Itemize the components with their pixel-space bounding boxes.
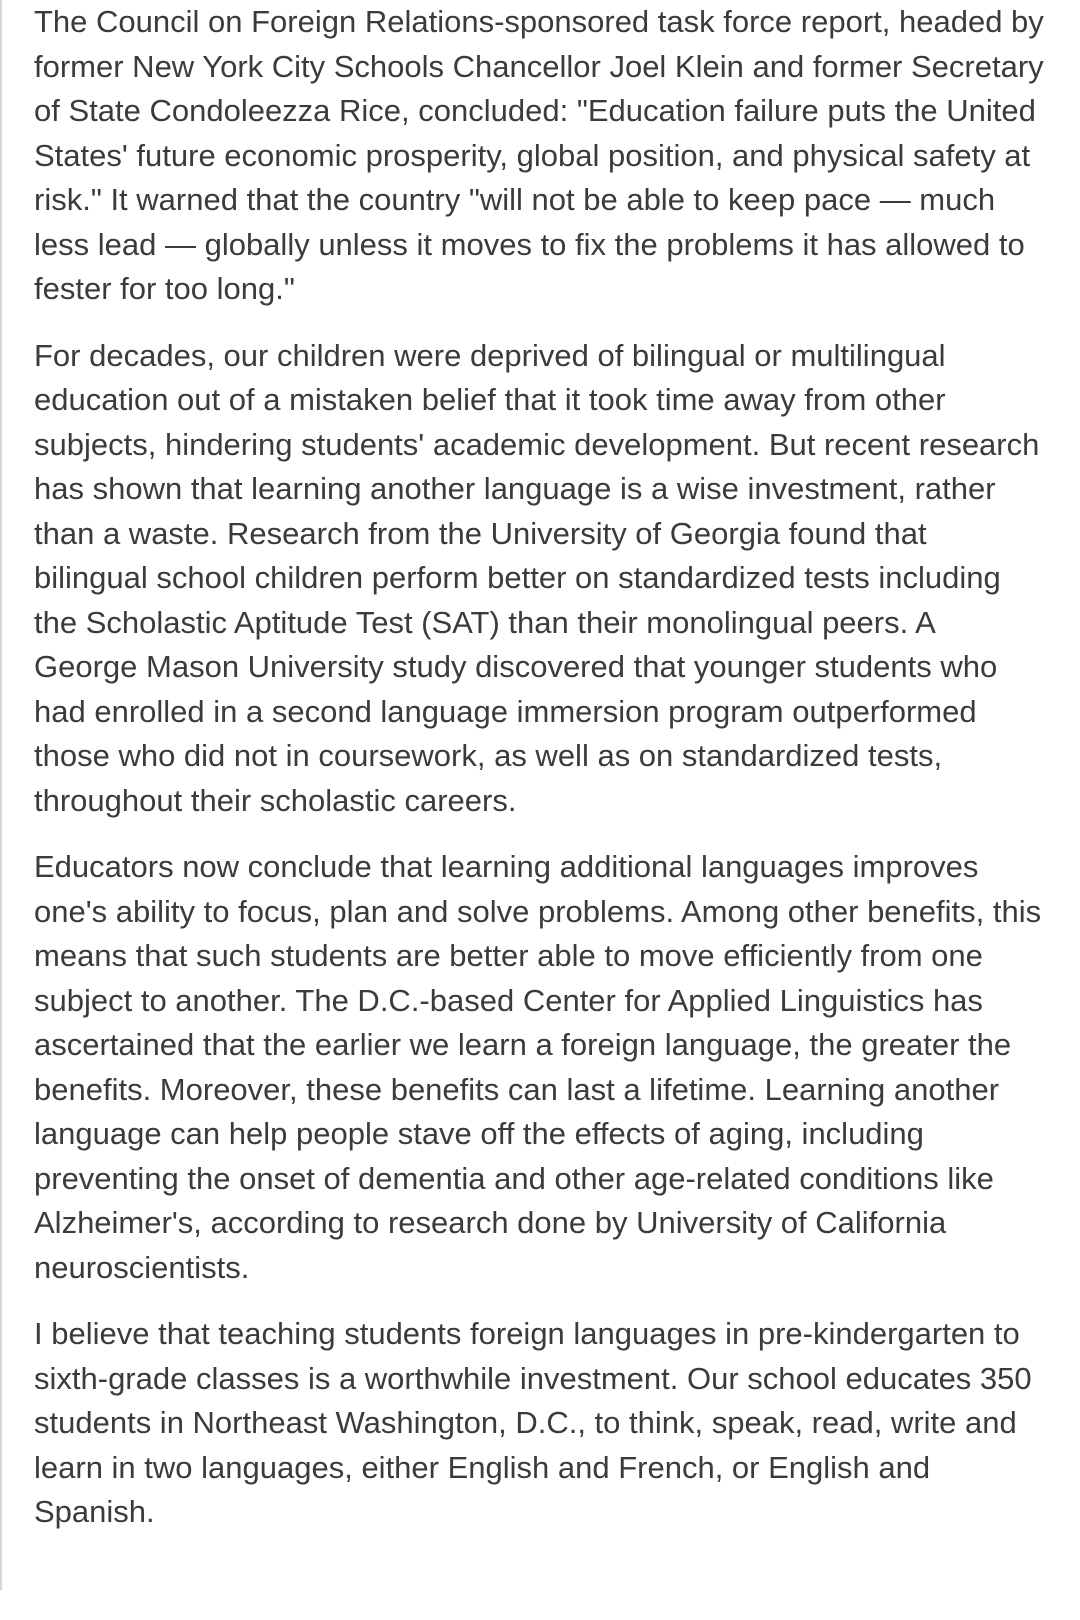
paragraph-educators-conclude: Educators now conclude that learning additional languages improves one's ability to focus, plan and solve problems. Among other benefits, this means that such students are better able to move efficiently from one subject to another. The D.C.-based Center for Applied Linguistics has ascertained that the earlier we learn a foreign language, the greater the benefits. Moreover, these benefits can last a lifetime. Learning another language can help people stave off the effects of aging, including preventing the onset of dementia and other age-related conditions like Alzheimer's, according to research done by University of California neuroscientists. (34, 849, 1042, 1285)
paragraph-cfr-task-force: The Council on Foreign Relations-sponsored task force report, headed by former New York City Schools Chancellor Joel Klein and former Secretary of State Condoleezza Rice, concluded: "Education failure puts the United States' future economic prosperity, global position, and physical safety at risk." It warned that the country "will not be able to keep pace — much less lead — globally unless it moves to fix the problems it has allowed to fester for too long." (34, 4, 1044, 306)
article-body (34, 0, 1044, 1557)
paragraph-bilingual-research: For decades, our children were deprived of bilingual or multilingual education out of a mistaken belief that it took time away from other subjects, hindering students' academic development. But recent research has shown that learning another language is a wise investment, rather than a waste. Research from the University of Georgia found that bilingual school children perform better on standardized tests including the Scholastic Aptitude Test (SAT) than their monolingual peers. A George Mason University study discovered that younger students who had enrolled in a second language immersion program outperformed those who did not in coursework, as well as on standardized tests, throughout their scholastic careers. (34, 337, 1040, 818)
paragraph-school-investment: I believe that teaching students foreign languages in pre-kindergarten to sixth-grade classes is a worthwhile investment. Our school educates 350 students in Northeast Washington, D.C., to think, speak, read, write and learn in two languages, either English and French, or English and Spanish. (34, 1316, 1032, 1529)
left-border-rule (0, 0, 2, 1590)
